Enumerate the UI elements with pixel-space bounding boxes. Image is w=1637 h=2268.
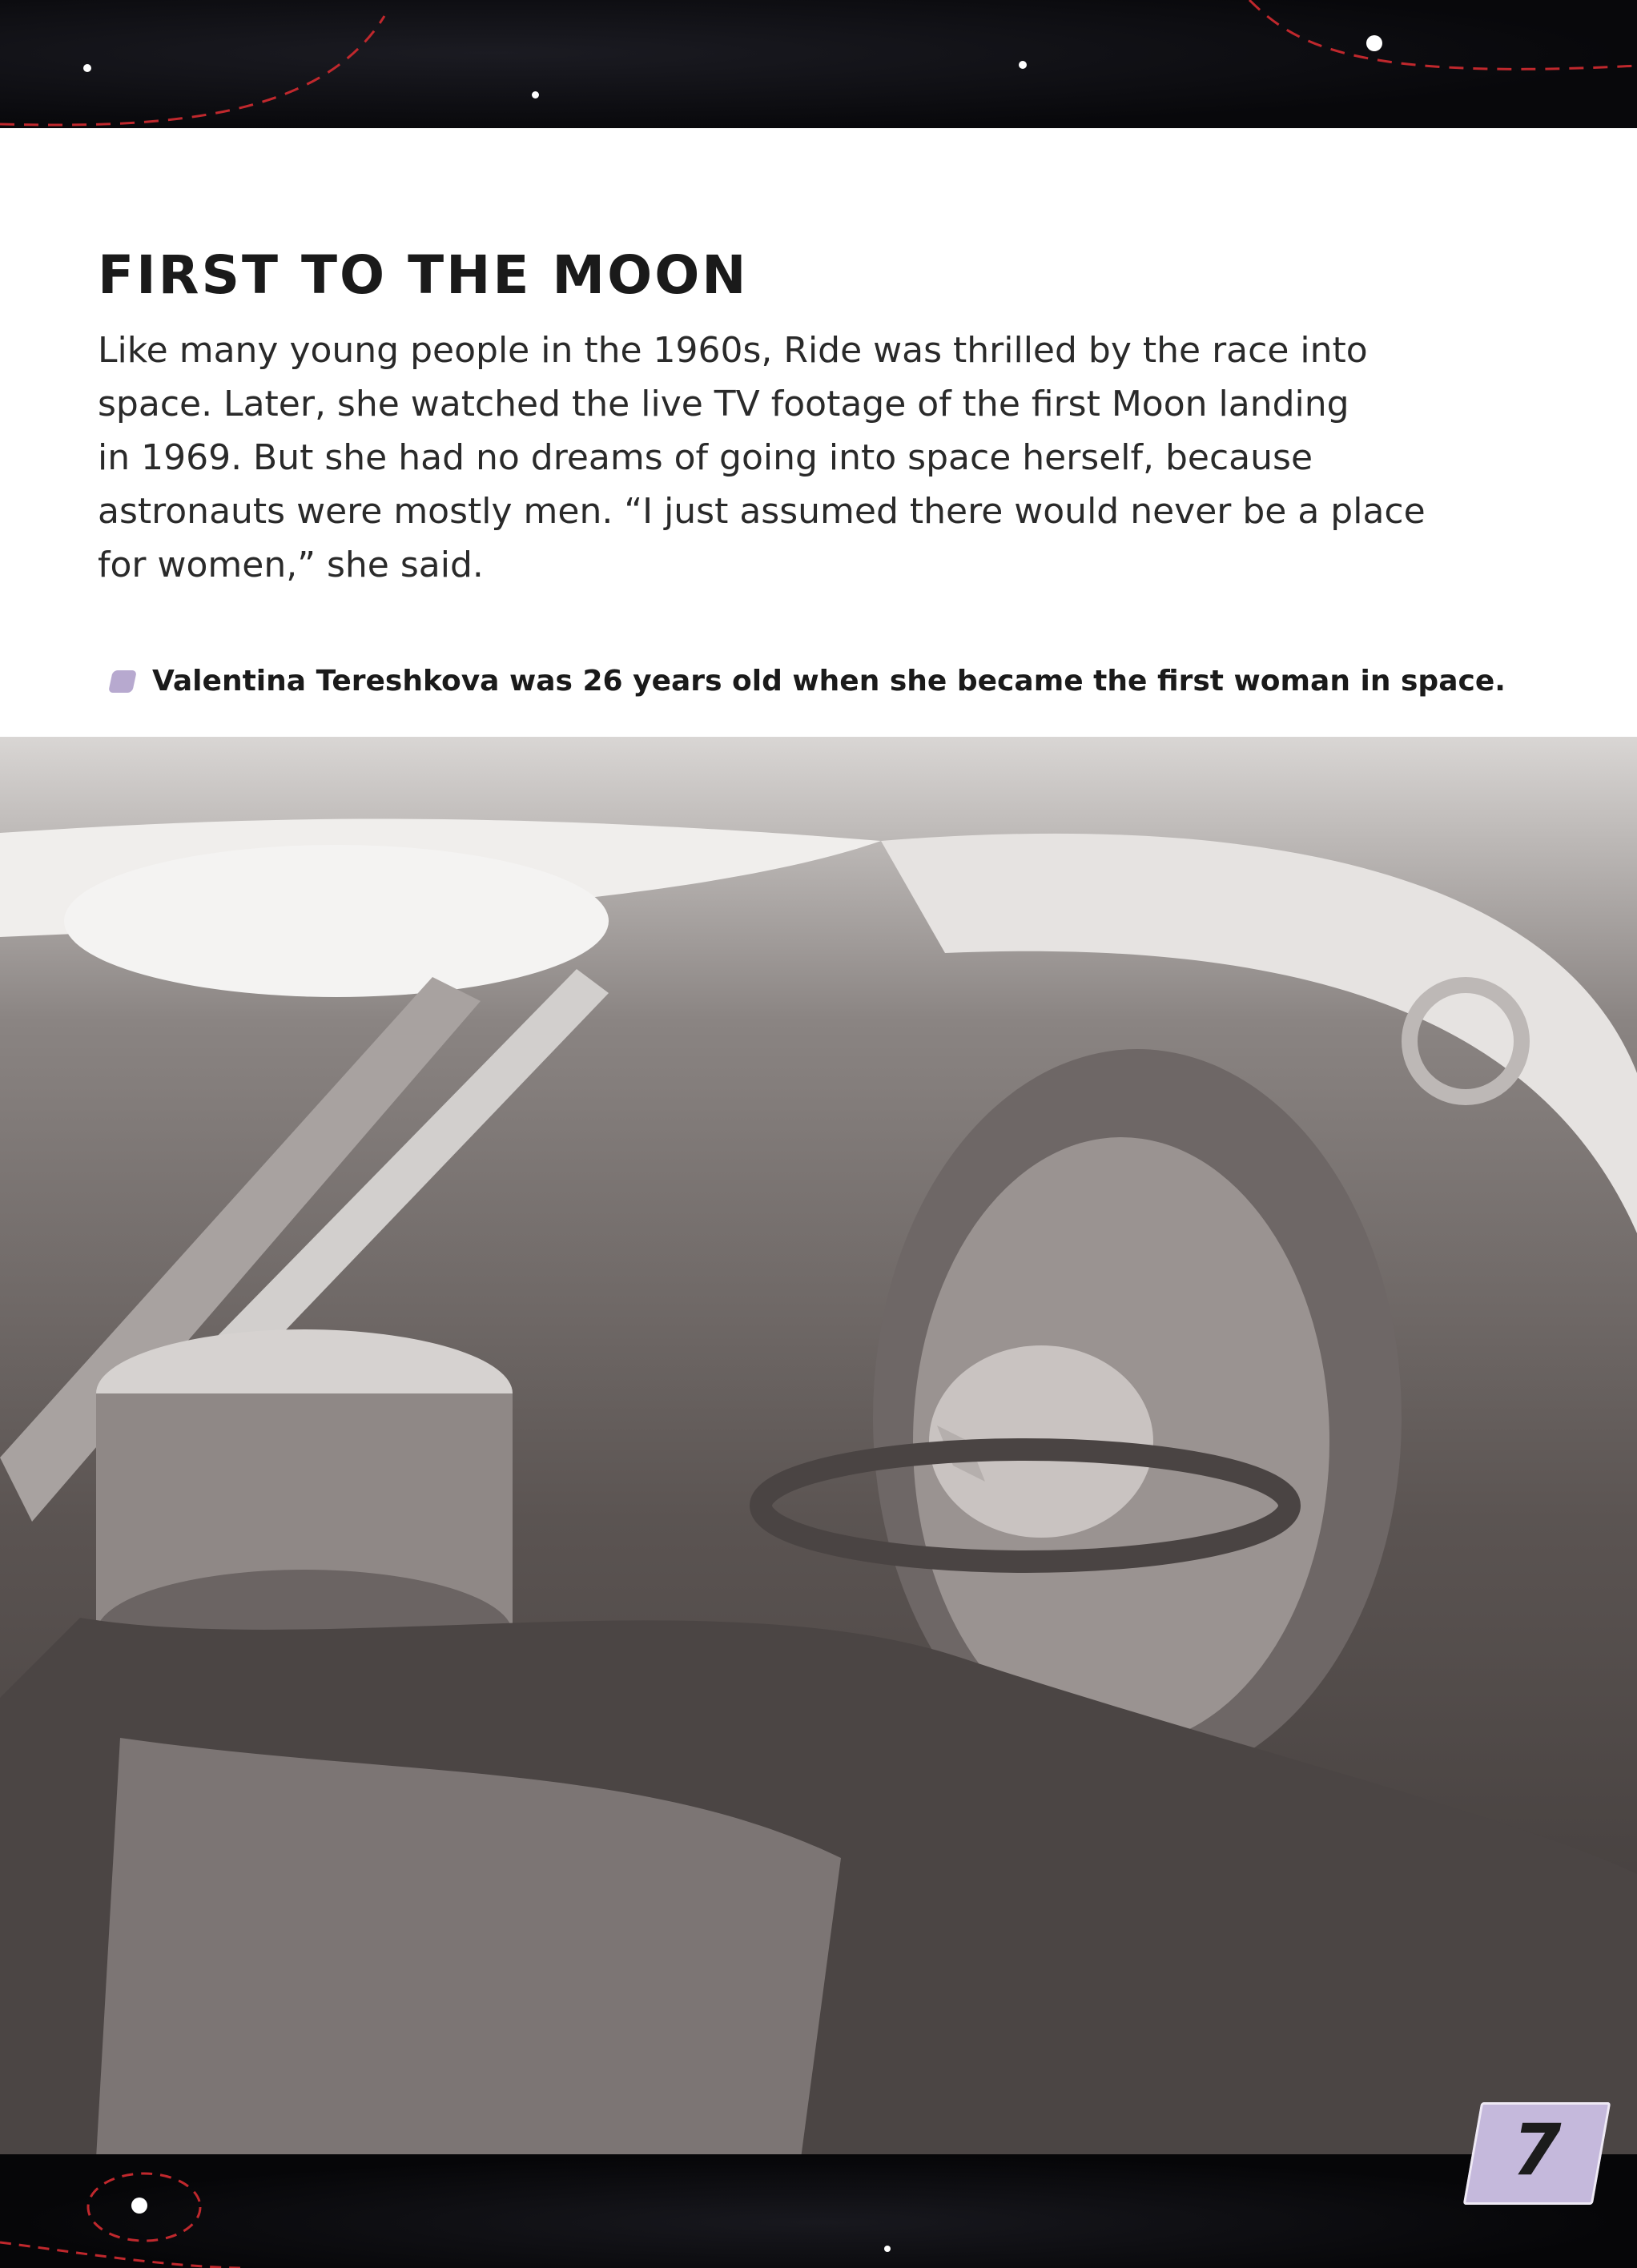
orbit-line-top [0, 0, 1637, 136]
orbit-line-bottom [0, 2154, 1637, 2268]
photo-illustration [0, 737, 1637, 2158]
cosmonaut-photo [0, 737, 1637, 2158]
body-line: astronauts were mostly men. “I just assumed there would never be a place [98, 491, 1426, 532]
body-line: space. Later, she watched the live TV footage of the first Moon landing [98, 384, 1349, 424]
body-paragraph [98, 324, 1475, 592]
page-number: 7 [1512, 2108, 1562, 2191]
body-line: Like many young people in the 1960s, Ride was thrilled by the race into [98, 330, 1368, 371]
section-heading: FIRST TO THE MOON [98, 244, 749, 306]
body-line: in 1969. But she had no dreams of going into space herself, because [98, 437, 1313, 478]
caption-text: Valentina Tereshkova was 26 years old when she became the first woman in space. [152, 665, 1506, 698]
caption-bullet-icon [108, 670, 137, 693]
body-line: for women,” she said. [98, 545, 484, 585]
photo-caption [111, 665, 1506, 698]
